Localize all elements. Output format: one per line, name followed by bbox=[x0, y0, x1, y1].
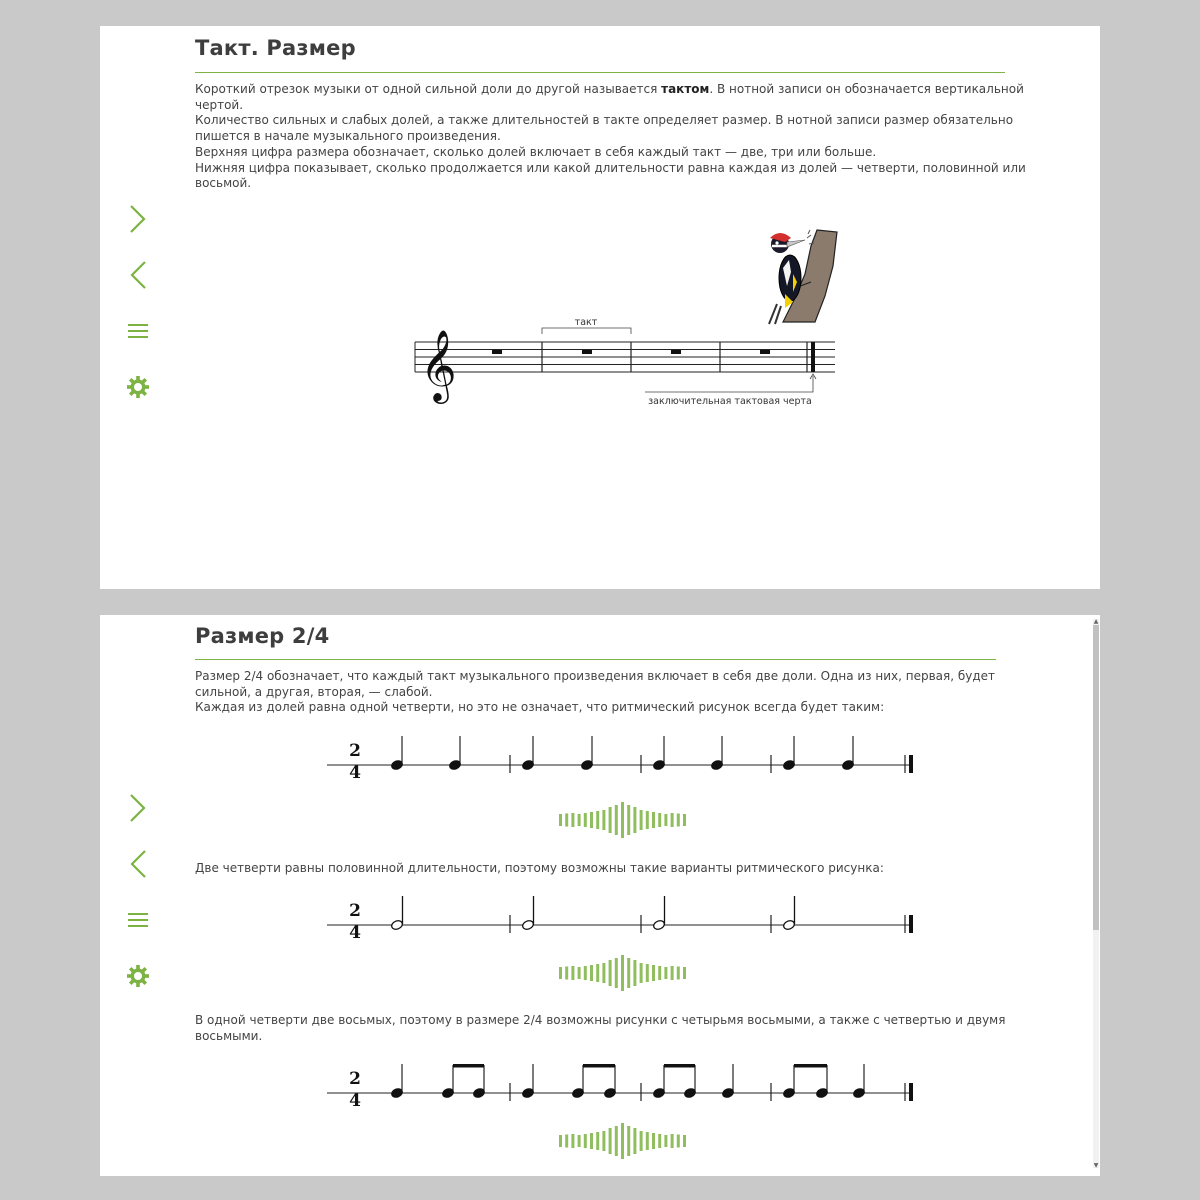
page-title: Размер 2/4 bbox=[195, 624, 330, 648]
time-signature-bottom: 4 bbox=[349, 923, 361, 943]
waveform-bar bbox=[683, 814, 686, 826]
side-nav bbox=[122, 792, 154, 1016]
final-bar-pointer bbox=[645, 376, 813, 392]
description bbox=[195, 669, 1045, 716]
chevron-left-icon[interactable] bbox=[122, 848, 154, 880]
waveform-bar bbox=[596, 811, 599, 829]
waveform-bar bbox=[627, 805, 630, 835]
measure-bracket bbox=[542, 328, 631, 334]
staff-lines bbox=[415, 342, 835, 372]
paragraph: Нижняя цифра показывает, сколько продолжается или какой длительности равна каждая из долей — четверти, половинной или восьмой. bbox=[195, 160, 1026, 191]
waveform-bar bbox=[571, 1134, 574, 1148]
waveform-bar bbox=[652, 965, 655, 981]
waveform-bar bbox=[571, 966, 574, 980]
waveform-bar bbox=[627, 958, 630, 988]
treble-clef: 𝄞 bbox=[420, 328, 457, 401]
waveform-bar bbox=[640, 963, 643, 983]
waveform-bar bbox=[602, 963, 605, 983]
time-signature-top: 2 bbox=[349, 901, 361, 921]
waveform-bar bbox=[584, 966, 587, 980]
paragraph: Короткий отрезок музыки от одной сильной доли до другой называется тактом. В нотной записи он обозначается вертикальной чертой. bbox=[195, 82, 1024, 112]
half-notes bbox=[390, 896, 795, 931]
final-barline bbox=[811, 342, 815, 372]
quarter-notes bbox=[390, 736, 854, 771]
paragraph: Количество сильных и слабых долей, а также длительностей в такте определяет размер. В нотной записи размер обязательно пишется в начале музыкального произведения. bbox=[195, 113, 1014, 144]
waveform-bar bbox=[633, 1128, 636, 1154]
waveform-bar bbox=[640, 810, 643, 830]
waveform-bar bbox=[664, 1135, 667, 1147]
paragraph: Каждая из долей равна одной четверти, но это не означает, что ритмический рисунок всегда будет таким: bbox=[195, 700, 885, 715]
waveform-bar bbox=[584, 1134, 587, 1148]
chevron-right-icon[interactable] bbox=[122, 203, 154, 235]
title-underline bbox=[195, 659, 996, 660]
final-barline bbox=[909, 755, 913, 773]
waveform-bar bbox=[640, 1131, 643, 1151]
paragraph: Размер 2/4 обозначает, что каждый такт музыкального произведения включает в себя две доли. Одна из них, первая, будет сильной, а другая, вторая, — слабой. bbox=[195, 669, 996, 699]
final-barline bbox=[909, 1083, 913, 1101]
rhythm-eighths bbox=[325, 1063, 920, 1113]
waveform-bar bbox=[683, 967, 686, 979]
waveform-bar bbox=[609, 807, 612, 833]
rhythm-halves bbox=[325, 895, 920, 945]
waveform-bar bbox=[565, 814, 568, 827]
woodpecker-illustration bbox=[755, 226, 840, 326]
waveform-bar bbox=[609, 960, 612, 986]
time-signature-top: 2 bbox=[349, 741, 361, 761]
bold-term: тактом bbox=[661, 82, 710, 96]
slide-measure bbox=[100, 26, 1100, 589]
waveform-bar bbox=[627, 1126, 630, 1156]
waveform-bar bbox=[590, 965, 593, 981]
scrollbar[interactable] bbox=[1093, 619, 1099, 1168]
gear-icon[interactable] bbox=[122, 371, 154, 403]
paragraph: Две четверти равны половинной длительности, поэтому возможны такие варианты ритмического рисунка: bbox=[195, 861, 884, 875]
waveform-bar bbox=[652, 812, 655, 828]
audio-play-button[interactable] bbox=[555, 1121, 690, 1161]
waveform-bar bbox=[609, 1128, 612, 1154]
time-signature-bottom: 4 bbox=[349, 1091, 361, 1111]
scroll-down-icon[interactable]: ▼ bbox=[1093, 1162, 1099, 1169]
rhythm-quarters bbox=[325, 735, 920, 785]
waveform-bar bbox=[602, 810, 605, 830]
time-signature-bottom: 4 bbox=[349, 763, 361, 783]
final-bar-label: заключительная тактовая черта bbox=[648, 396, 812, 407]
menu-icon[interactable] bbox=[122, 315, 154, 347]
waveform-bar bbox=[677, 967, 680, 980]
audio-play-button[interactable] bbox=[555, 953, 690, 993]
waveform-bar bbox=[621, 955, 624, 991]
title-underline bbox=[195, 72, 1005, 73]
waveform-bar bbox=[615, 1126, 618, 1156]
paragraph: В одной четверти две восьмых, поэтому в размере 2/4 возможны рисунки с четырьмя восьмыми, а также с четвертью и двумя восьмыми. bbox=[195, 1013, 1006, 1043]
waveform-bar bbox=[559, 967, 562, 979]
audio-play-button[interactable] bbox=[555, 800, 690, 840]
slide-two-four bbox=[100, 615, 1100, 1176]
waveform-bar bbox=[677, 814, 680, 827]
waveform-bar bbox=[671, 966, 674, 980]
waveform-bar bbox=[565, 967, 568, 980]
waveform-bar bbox=[683, 1135, 686, 1147]
waveform-bar bbox=[615, 958, 618, 988]
waveform-bar bbox=[559, 814, 562, 826]
waveform-bar bbox=[621, 1123, 624, 1159]
side-nav bbox=[122, 203, 154, 427]
waveform-bar bbox=[596, 1132, 599, 1150]
waveform-bar bbox=[602, 1131, 605, 1151]
scrollbar-thumb[interactable] bbox=[1093, 625, 1099, 930]
page-title: Такт. Размер bbox=[195, 36, 356, 60]
chevron-right-icon[interactable] bbox=[122, 792, 154, 824]
waveform-bar bbox=[658, 813, 661, 827]
waveform-bar bbox=[615, 805, 618, 835]
waveform-bar bbox=[565, 1135, 568, 1148]
description-eighths bbox=[195, 1013, 1045, 1044]
barlines bbox=[510, 915, 905, 933]
waveform-bar bbox=[621, 802, 624, 838]
staff-measures-diagram bbox=[410, 316, 840, 416]
description bbox=[195, 82, 1045, 192]
description-halves bbox=[195, 861, 1045, 877]
waveform-bar bbox=[664, 967, 667, 979]
waveform-bar bbox=[559, 1135, 562, 1147]
measure-label: такт bbox=[574, 317, 598, 328]
waveform-bar bbox=[664, 814, 667, 826]
menu-icon[interactable] bbox=[122, 904, 154, 936]
waveform-bar bbox=[596, 964, 599, 982]
waveform-bar bbox=[590, 812, 593, 828]
waveform-bar bbox=[584, 813, 587, 827]
waveform-bar bbox=[646, 964, 649, 982]
waveform-bar bbox=[658, 966, 661, 980]
waveform-bar bbox=[578, 814, 581, 826]
notes bbox=[390, 1064, 865, 1099]
final-barline bbox=[909, 915, 913, 933]
waveform-bar bbox=[646, 811, 649, 829]
scroll-up-icon[interactable]: ▲ bbox=[1093, 618, 1099, 625]
barlines bbox=[510, 1083, 905, 1101]
waveform-bar bbox=[646, 1132, 649, 1150]
waveform-bar bbox=[571, 813, 574, 827]
paragraph: Верхняя цифра размера обозначает, сколько долей включает в себя каждый такт — две, три или больше. bbox=[195, 144, 877, 159]
waveform-bar bbox=[590, 1133, 593, 1149]
waveform-bar bbox=[677, 1135, 680, 1148]
waveform-bar bbox=[578, 967, 581, 979]
waveform-bar bbox=[671, 813, 674, 827]
waveform-bar bbox=[578, 1135, 581, 1147]
waveform-bar bbox=[671, 1134, 674, 1148]
waveform-bar bbox=[633, 960, 636, 986]
waveform-bar bbox=[658, 1134, 661, 1148]
time-signature-top: 2 bbox=[349, 1069, 361, 1089]
chevron-left-icon[interactable] bbox=[122, 259, 154, 291]
waveform-bar bbox=[633, 807, 636, 833]
gear-icon[interactable] bbox=[122, 960, 154, 992]
waveform-bar bbox=[652, 1133, 655, 1149]
